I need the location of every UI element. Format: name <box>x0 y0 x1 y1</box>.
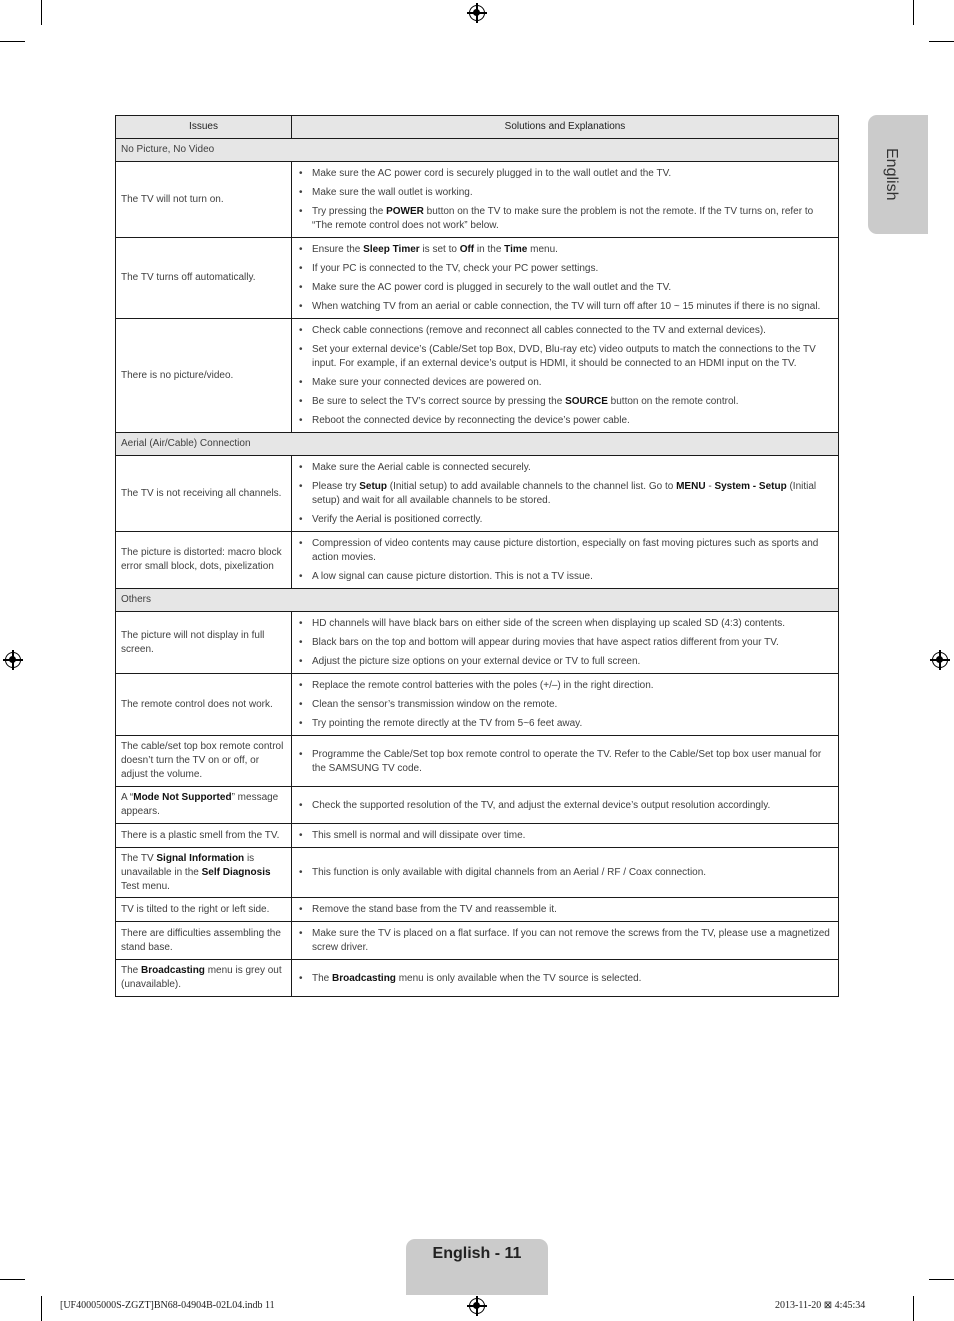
emphasised-term: System - Setup <box>714 481 787 492</box>
crop-mark <box>41 0 42 25</box>
solution-item: • Remove the stand base from the TV and reassemble it. <box>297 903 830 917</box>
issue-cell: The cable/set top box remote control doesn’t turn the TV on or off, or adjust the volume. <box>116 736 292 787</box>
emphasised-term: MENU <box>676 481 706 492</box>
language-side-tab <box>868 115 928 234</box>
solution-item: • Replace the remote control batteries with the poles (+/–) in the right direction. <box>297 679 830 693</box>
page-number: English - 11 <box>432 1245 522 1262</box>
solution-cell <box>292 532 839 589</box>
print-timestamp: 2013-11-20 ⊠ 4:45:34 <box>775 1300 866 1311</box>
solution-cell <box>292 898 839 922</box>
section-row <box>116 433 839 456</box>
solution-item: • Make sure the TV is placed on a flat surface. If you can not remove the screws from the TV, please use a magnetized screw driver. <box>297 927 830 955</box>
table-row <box>116 674 839 736</box>
crop-mark <box>41 1296 42 1321</box>
solution-item: • Please try Setup (Initial setup) to add available channels to the channel list. Go to MENU - System - Setup (Initial setup) and wait for all available channels to be stored. <box>297 480 830 508</box>
section-row <box>116 139 839 162</box>
solution-item: • If your PC is connected to the TV, check your PC power settings. <box>297 262 830 276</box>
solution-item: • Make sure the AC power cord is securely plugged in to the wall outlet and the TV. <box>297 167 830 181</box>
solution-cell <box>292 736 839 787</box>
crop-mark <box>913 1296 914 1321</box>
emphasised-term: Signal Information <box>156 852 245 864</box>
solution-item: • Make sure the AC power cord is plugged in securely to the wall outlet and the TV. <box>297 281 830 295</box>
page-number-tab <box>406 1239 548 1295</box>
solution-cell <box>292 238 839 319</box>
registration-mark-icon <box>932 652 948 668</box>
section-title: Others <box>116 589 839 612</box>
registration-mark-icon <box>5 652 21 668</box>
section-title: Aerial (Air/Cable) Connection <box>116 433 839 456</box>
print-file-info: [UF40005000S-ZGZT]BN68-04904B-02L04.indb 11 <box>60 1300 275 1311</box>
table-row <box>116 824 839 848</box>
emphasised-term: Broadcasting <box>141 965 205 976</box>
issue-cell: TV is tilted to the right or left side. <box>116 898 292 922</box>
solution-item: • A low signal can cause picture distortion. This is not a TV issue. <box>297 570 830 584</box>
solution-item: • This function is only available with digital channels from an Aerial / RF / Coax connection. <box>297 866 830 880</box>
solution-cell <box>292 848 839 898</box>
solution-item: • Make sure your connected devices are powered on. <box>297 376 830 390</box>
crop-mark <box>913 0 914 25</box>
table-header-row <box>116 116 839 139</box>
solution-item: • Programme the Cable/Set top box remote control to operate the TV. Refer to the Cable/Set top box user manual for the SAMSUNG TV code. <box>297 748 830 776</box>
emphasised-term: Mode Not Supported <box>133 792 232 803</box>
header-issues: Issues <box>116 116 292 139</box>
table-row <box>116 960 839 997</box>
table-row <box>116 787 839 824</box>
issue-cell: The TV will not turn on. <box>116 162 292 238</box>
crop-mark <box>0 41 25 42</box>
issue-cell: The Broadcasting menu is grey out (unavailable). <box>116 960 292 997</box>
table-row <box>116 456 839 532</box>
emphasised-term: Time <box>504 244 528 255</box>
table-row <box>116 736 839 787</box>
table-row <box>116 162 839 238</box>
header-solutions: Solutions and Explanations <box>292 116 839 139</box>
solution-item: • Black bars on the top and bottom will appear during movies that have aspect ratios different from your TV. <box>297 636 830 650</box>
issue-cell: There is no picture/video. <box>116 319 292 433</box>
solution-item: • Compression of video contents may cause picture distortion, especially on fast moving pictures such as sports and action movies. <box>297 537 830 565</box>
issue-cell: The TV turns off automatically. <box>116 238 292 319</box>
table-row <box>116 319 839 433</box>
table-row <box>116 532 839 589</box>
crop-mark <box>0 1279 25 1280</box>
solution-cell <box>292 824 839 848</box>
solution-item: • Verify the Aerial is positioned correctly. <box>297 513 830 527</box>
solution-item: • Make sure the wall outlet is working. <box>297 186 830 200</box>
table-row <box>116 238 839 319</box>
crop-mark <box>929 41 954 42</box>
issue-cell: A “Mode Not Supported” message appears. <box>116 787 292 824</box>
troubleshooting-table <box>115 115 839 997</box>
emphasised-term: POWER <box>386 206 424 217</box>
table-row <box>116 922 839 960</box>
emphasised-term: SOURCE <box>565 396 608 407</box>
solution-item: • Make sure the Aerial cable is connected securely. <box>297 461 830 475</box>
issue-cell: There are difficulties assembling the stand base. <box>116 922 292 960</box>
issue-cell: The picture will not display in full screen. <box>116 612 292 674</box>
solution-item: • Reboot the connected device by reconnecting the device’s power cable. <box>297 414 830 428</box>
solution-cell <box>292 922 839 960</box>
section-row <box>116 589 839 612</box>
emphasised-term: Setup <box>359 481 388 492</box>
issue-cell: The TV is not receiving all channels. <box>116 456 292 532</box>
solution-cell <box>292 162 839 238</box>
solution-item: • Be sure to select the TV’s correct source by pressing the SOURCE button on the remote control. <box>297 395 830 409</box>
solution-item: • Check cable connections (remove and reconnect all cables connected to the TV and external devices). <box>297 324 830 338</box>
solution-cell <box>292 319 839 433</box>
solution-item: • Check the supported resolution of the TV, and adjust the external device’s output resolution accordingly. <box>297 799 830 813</box>
crop-mark <box>929 1279 954 1280</box>
solution-cell <box>292 612 839 674</box>
issue-cell: There is a plastic smell from the TV. <box>116 824 292 848</box>
solution-cell <box>292 960 839 997</box>
table-row <box>116 898 839 922</box>
issue-cell: The remote control does not work. <box>116 674 292 736</box>
registration-mark-icon <box>469 1298 485 1314</box>
solution-item: • Set your external device’s (Cable/Set top Box, DVD, Blu-ray etc) video outputs to match the connections to the TV input. For example, if an external device’s output is HDMI, it should be connected to an HDMI input on the TV. <box>297 343 830 371</box>
emphasised-term: Off <box>459 244 475 255</box>
solution-cell <box>292 787 839 824</box>
solution-item: • The Broadcasting menu is only available when the TV source is selected. <box>297 972 830 986</box>
solution-item: • Try pointing the remote directly at the TV from 5~6 feet away. <box>297 717 830 731</box>
registration-mark-icon <box>469 5 485 21</box>
solution-item: • Try pressing the POWER button on the TV to make sure the problem is not the remote. If the TV turns on, refer to “The remote control does not work” below. <box>297 205 830 233</box>
emphasised-term: Sleep Timer <box>363 244 420 255</box>
solution-item: • This smell is normal and will dissipate over time. <box>297 829 830 843</box>
solution-item: • Ensure the Sleep Timer is set to Off in the Time menu. <box>297 243 830 257</box>
table-row <box>116 612 839 674</box>
side-tab-label: English <box>883 148 900 201</box>
solution-item: • When watching TV from an aerial or cable connection, the TV will turn off after 10 ~ 15 minutes if there is no signal. <box>297 300 830 314</box>
solution-item: • Adjust the picture size options on your external device or TV to full screen. <box>297 655 830 669</box>
section-title: No Picture, No Video <box>116 139 839 162</box>
issue-cell: The TV Signal Information is unavailable in the Self Diagnosis Test menu. <box>116 848 292 898</box>
issue-cell: The picture is distorted: macro block error small block, dots, pixelization <box>116 532 292 589</box>
solution-cell <box>292 674 839 736</box>
emphasised-term: Broadcasting <box>332 972 396 984</box>
solution-cell <box>292 456 839 532</box>
solution-item: • Clean the sensor’s transmission window on the remote. <box>297 698 830 712</box>
solution-item: • HD channels will have black bars on either side of the screen when displaying up scaled SD (4:3) contents. <box>297 617 830 631</box>
table-row <box>116 848 839 898</box>
emphasised-term: Self Diagnosis <box>201 866 271 878</box>
